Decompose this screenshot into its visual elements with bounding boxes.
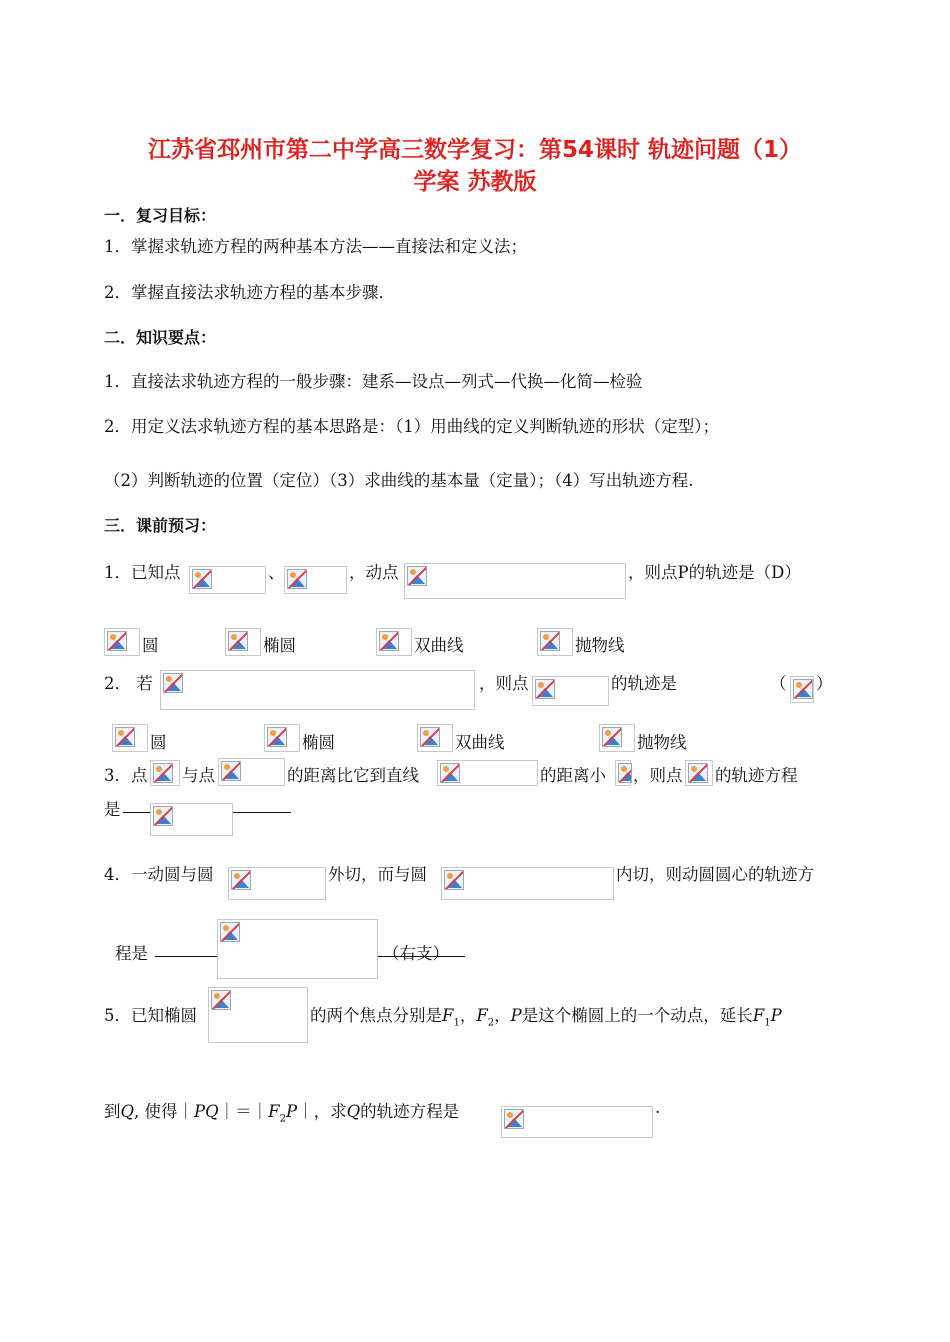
q2-text-5: ）	[816, 674, 833, 693]
formula-image	[208, 987, 308, 1043]
q2-option-ellipse: 椭圆	[302, 733, 335, 752]
q5-text-end: .	[655, 1098, 661, 1117]
q3-text-3: 的距离比它到直线	[287, 766, 419, 785]
broken-image-icon	[153, 763, 173, 783]
formula-image	[189, 566, 266, 594]
formula-image	[685, 760, 713, 786]
broken-image-icon	[504, 1109, 524, 1129]
broken-image-icon	[420, 727, 440, 747]
broken-image-icon	[793, 679, 813, 699]
broken-image-icon	[220, 922, 240, 942]
broken-image-icon	[540, 631, 560, 651]
q2-text-1: 2． 若	[104, 674, 153, 693]
formula-image	[160, 670, 475, 710]
broken-image-icon	[107, 631, 127, 651]
option-image	[376, 628, 412, 656]
goal-item-2: 2．掌握直接法求轨迹方程的基本步骤．	[104, 283, 395, 302]
formula-image	[228, 867, 326, 900]
broken-image-icon	[115, 727, 135, 747]
broken-image-icon	[267, 727, 287, 747]
q1-text-2: 、	[268, 563, 285, 582]
option-image	[417, 724, 453, 752]
broken-image-icon	[228, 631, 248, 651]
q2-text-4: （	[770, 674, 787, 693]
broken-image-icon	[163, 673, 183, 693]
knowledge-item-1: 1．直接法求轨迹方程的一般步骤：建系—设点—列式—代换—化简—检验	[104, 372, 643, 391]
q2-option-hyperbola: 双曲线	[455, 733, 505, 752]
q5-text-1: 5．已知椭圆	[104, 1006, 197, 1025]
q4-text-5: （右支）	[383, 944, 449, 963]
q3-text-2: 与点	[182, 766, 215, 785]
broken-image-icon	[535, 679, 555, 699]
page-title: 江苏省邳州市第二中学高三数学复习：第54课时 轨迹问题（1）	[147, 137, 803, 163]
option-image	[537, 628, 573, 656]
broken-image-icon	[440, 763, 460, 783]
q3-text-7: 是	[104, 800, 121, 819]
section-heading-preview: 三．课前预习：	[104, 516, 217, 535]
knowledge-item-2b: （2）判断轨迹的位置（定位）（3）求曲线的基本量（定量）；（4）写出轨迹方程.	[104, 471, 694, 490]
q3-text-5: ，则点	[633, 766, 683, 785]
option-image	[264, 724, 300, 752]
q5-line-2: 到Q, 使得$|PQ|=|F_2P|$，求Q的轨迹方程是	[104, 1102, 460, 1125]
broken-image-icon	[153, 806, 173, 826]
formula-image	[284, 566, 347, 594]
broken-image-icon	[407, 566, 427, 586]
formula-image	[404, 563, 626, 599]
formula-image	[150, 760, 180, 786]
broken-image-icon	[231, 870, 251, 890]
q4-text-3: 内切，则动圆圆心的轨迹方	[616, 865, 814, 884]
formula-image	[437, 760, 538, 786]
q2-text-3: 的轨迹是	[611, 674, 677, 693]
section-heading-goals: 一．复习目标：	[104, 206, 217, 225]
formula-image	[532, 676, 609, 706]
q2-option-parabola: 抛物线	[637, 733, 687, 752]
broken-image-icon	[444, 870, 464, 890]
q4-text-1: 4．一动圆与圆	[104, 865, 214, 884]
broken-image-icon	[192, 569, 212, 589]
q4-text-2: 外切，而与圆	[328, 865, 427, 884]
broken-image-icon	[221, 761, 241, 781]
q3-text-4: 的距离小	[540, 766, 606, 785]
q2-option-circle: 圆	[150, 733, 167, 752]
broken-image-icon	[618, 763, 632, 783]
q2-text-2: ，则点	[479, 674, 529, 693]
broken-image-icon	[379, 631, 399, 651]
option-image	[104, 628, 140, 656]
answer-image	[790, 676, 814, 703]
broken-image-icon	[287, 569, 307, 589]
q1-text-3: ，动点	[349, 563, 399, 582]
section-heading-knowledge: 二．知识要点：	[104, 328, 217, 347]
q4-text-4: 程是	[115, 944, 148, 963]
answer-image	[217, 919, 378, 979]
option-image	[599, 724, 635, 752]
answer-image	[501, 1106, 653, 1138]
broken-image-icon	[211, 990, 231, 1010]
q1-option-parabola: 抛物线	[575, 636, 625, 655]
q3-text-1: 3．点	[104, 766, 148, 785]
q1-text-4: ，则点P的轨迹是（D）	[628, 563, 801, 582]
formula-image	[441, 867, 614, 900]
page-subtitle: 学案 苏教版	[413, 169, 537, 195]
knowledge-item-2a: 2．用定义法求轨迹方程的基本思路是：（1）用曲线的定义判断轨迹的形状（定型）；	[104, 417, 719, 436]
q1-option-ellipse: 椭圆	[263, 636, 296, 655]
formula-image	[615, 760, 631, 786]
option-image	[112, 724, 148, 752]
q5-line-1: 的两个焦点分别是$F_1$，$F_2$，P是这个椭圆上的一个动点，延长$F_1P$	[310, 1006, 782, 1029]
q1-option-circle: 圆	[142, 636, 159, 655]
goal-item-1: 1．掌握求轨迹方程的两种基本方法——直接法和定义法；	[104, 237, 527, 256]
broken-image-icon	[688, 763, 708, 783]
broken-image-icon	[602, 727, 622, 747]
q3-text-6: 的轨迹方程	[715, 766, 798, 785]
q1-option-hyperbola: 双曲线	[414, 636, 464, 655]
answer-image	[150, 803, 233, 836]
formula-image	[218, 758, 285, 786]
option-image	[225, 628, 261, 656]
q1-text-1: 1．已知点	[104, 563, 181, 582]
